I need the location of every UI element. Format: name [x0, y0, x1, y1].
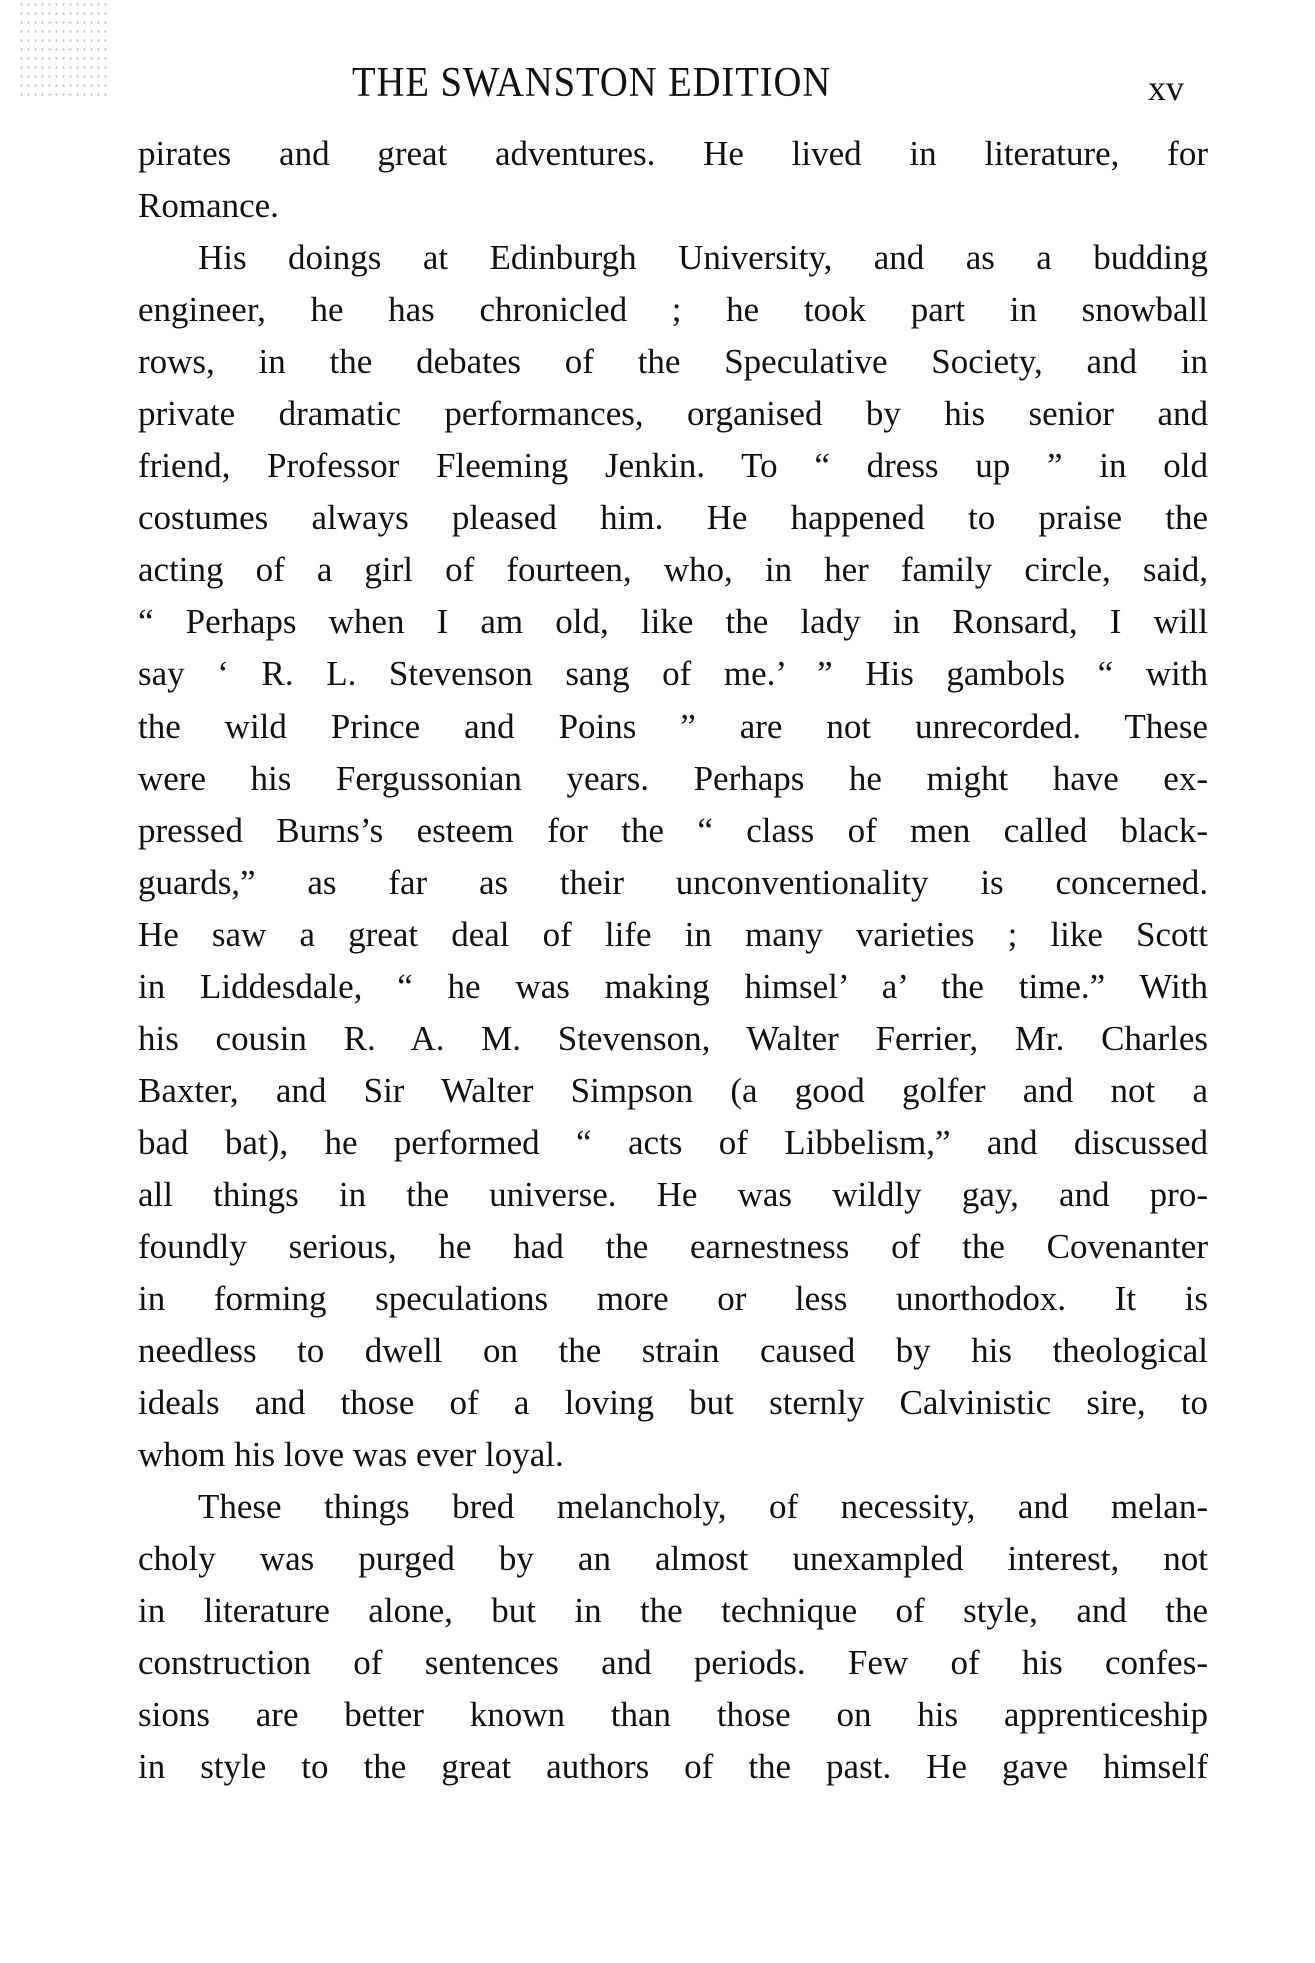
text-line: whom his love was ever loyal.: [138, 1435, 564, 1475]
text-line: his cousin R. A. M. Stevenson, Walter Ferrier, Mr. Charles: [138, 1018, 1208, 1058]
text-line: all things in the universe. He was wildly gay, and pro-: [138, 1174, 1208, 1214]
text-line: bad bat), he performed “ acts of Libbelism,” and discussed: [138, 1122, 1208, 1162]
text-line: private dramatic performances, organised by his senior and: [138, 394, 1208, 434]
text-line: sions are better known than those on his apprenticeship: [138, 1695, 1208, 1735]
text-line: His doings at Edinburgh University, and as a budding: [198, 238, 1208, 278]
text-line: guards,” as far as their unconventionality is concerned.: [138, 862, 1208, 902]
text-line: foundly serious, he had the earnestness of the Covenanter: [138, 1226, 1208, 1266]
text-line: needless to dwell on the strain caused by his theological: [138, 1331, 1208, 1371]
text-line: pressed Burns’s esteem for the “ class of men called black-: [138, 810, 1208, 850]
running-head-title: THE SWANSTON EDITION: [352, 60, 832, 106]
text-line: the wild Prince and Poins ” are not unrecorded. These: [138, 706, 1208, 746]
text-line: in Liddesdale, “ he was making himsel’ a’ the time.” With: [138, 966, 1208, 1006]
text-line: friend, Professor Fleeming Jenkin. To “ dress up ” in old: [138, 446, 1208, 486]
text-line: ideals and those of a loving but sternly Calvinistic sire, to: [138, 1383, 1208, 1423]
text-line: in literature alone, but in the technique of style, and the: [138, 1591, 1208, 1631]
text-line: choly was purged by an almost unexampled interest, not: [138, 1539, 1208, 1579]
text-line: “ Perhaps when I am old, like the lady in Ronsard, I will: [138, 602, 1208, 642]
text-line: costumes always pleased him. He happened to praise the: [138, 498, 1208, 538]
text-line: acting of a girl of fourteen, who, in her family circle, said,: [138, 550, 1208, 590]
text-line: These things bred melancholy, of necessity, and melan-: [198, 1487, 1208, 1527]
text-line: He saw a great deal of life in many varieties ; like Scott: [138, 914, 1208, 954]
text-line: Baxter, and Sir Walter Simpson (a good golfer and not a: [138, 1070, 1208, 1110]
text-line: in forming speculations more or less unorthodox. It is: [138, 1279, 1208, 1319]
running-head: [0, 55, 1315, 115]
text-line: construction of sentences and periods. Few of his confes-: [138, 1643, 1208, 1683]
text-line: rows, in the debates of the Speculative Society, and in: [138, 342, 1208, 382]
body-text: [138, 128, 1208, 1794]
text-line: pirates and great adventures. He lived in literature, for: [138, 134, 1208, 173]
text-line: in style to the great authors of the past. He gave himself: [138, 1747, 1208, 1787]
text-line: Romance.: [138, 186, 279, 226]
page-number: xv: [1148, 68, 1184, 108]
text-line: say ‘ R. L. Stevenson sang of me.’ ” His gambols “ with: [138, 654, 1208, 694]
text-line: engineer, he has chronicled ; he took part in snowball: [138, 290, 1208, 330]
text-line: were his Fergussonian years. Perhaps he might have ex-: [138, 758, 1208, 798]
